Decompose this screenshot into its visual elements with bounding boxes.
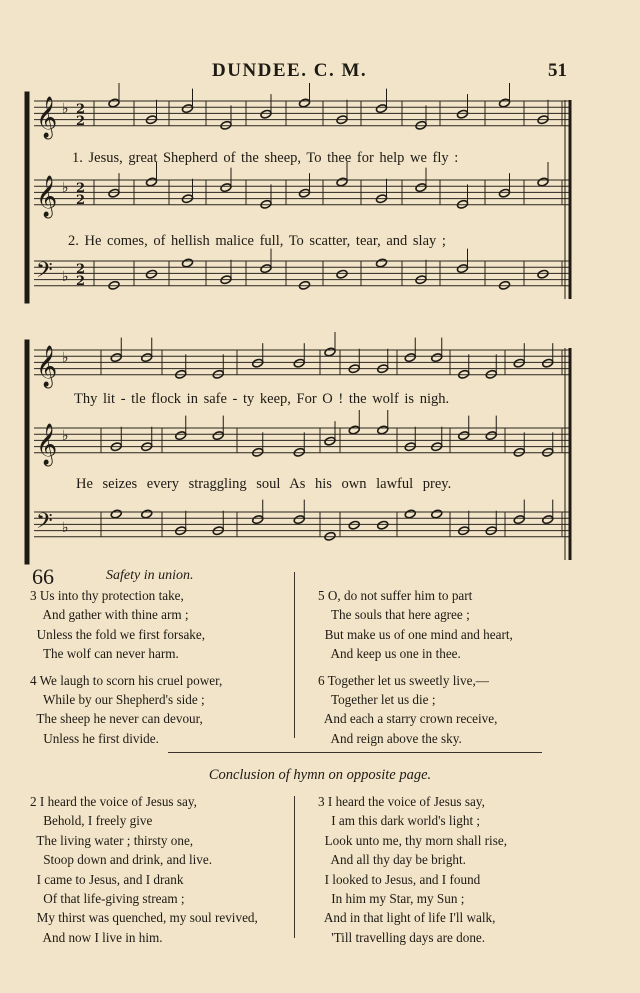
note-head: [175, 431, 187, 441]
note-head: [537, 177, 549, 187]
key-flat: ♭: [62, 180, 69, 196]
bass-clef: 𝄢: [36, 509, 53, 539]
note-head: [141, 509, 153, 519]
note-head: [537, 269, 549, 279]
verse-line: 'Till travelling days are done.: [318, 929, 486, 945]
verse-line: 4 We laugh to scorn his cruel power,: [30, 672, 223, 688]
note-head: [348, 425, 360, 435]
key-flat: ♭: [62, 428, 69, 444]
key-flat: ♭: [62, 101, 69, 117]
verse-line: In him my Star, my Sun ;: [318, 891, 465, 907]
verse-line: The living water ; thirsty one,: [30, 832, 194, 848]
note-head: [145, 177, 157, 187]
hymn-right-column: [318, 586, 513, 748]
section-divider: [168, 752, 542, 753]
note-head: [108, 98, 120, 108]
note-head: [110, 353, 122, 363]
note-head: [220, 183, 232, 193]
lyric-line-4: He seizes every straggling soul As his own lawful prey.: [76, 476, 452, 492]
note-head: [485, 431, 497, 441]
verse-line: And now I live in him.: [30, 929, 163, 945]
verse-line: Together let us die ;: [318, 692, 436, 708]
verse-line: And reign above the sky.: [318, 730, 462, 746]
note-head: [404, 353, 416, 363]
note-head: [145, 269, 157, 279]
verse-line: My thirst was quenched, my soul revived,: [30, 910, 258, 926]
note-head: [324, 347, 336, 357]
conclusion-left-column: [30, 792, 258, 947]
note-head: [212, 431, 224, 441]
lyric-line-1: 1. Jesus, great Shepherd of the sheep, To thee for help we fly :: [72, 150, 459, 166]
note-head: [108, 188, 120, 198]
note-head: [181, 258, 193, 268]
verse-line: The wolf can never harm.: [30, 646, 179, 662]
note-head: [336, 269, 348, 279]
note-head: [513, 515, 525, 525]
verse-line: I looked to Jesus, and I found: [318, 871, 481, 887]
note-head: [293, 515, 305, 525]
verse-line: I came to Jesus, and I drank: [30, 871, 184, 887]
verse-line: And each a starry crown receive,: [318, 711, 498, 727]
time-signature: 2: [76, 262, 86, 277]
key-flat: ♭: [62, 350, 69, 366]
system-bracket: [25, 92, 29, 303]
verse-line: Unless the fold we first forsake,: [30, 626, 206, 642]
treble-clef: 𝄞: [36, 97, 58, 138]
treble-clef: 𝄞: [36, 176, 58, 217]
note-head: [404, 509, 416, 519]
note-head: [415, 183, 427, 193]
note-head: [298, 188, 310, 198]
note-head: [431, 509, 443, 519]
column-divider-2: [294, 796, 295, 938]
hymn-subtitle: Safety in union.: [106, 568, 194, 583]
verse-line: But make us of one mind and heart,: [318, 626, 513, 642]
note-head: [252, 358, 264, 368]
verse-line: And keep us one in thee.: [318, 646, 461, 662]
system-bracket: [25, 340, 29, 564]
note-head: [260, 109, 272, 119]
conclusion-heading: Conclusion of hymn on opposite page.: [208, 767, 432, 783]
verse-line: And all thy day be bright.: [318, 852, 466, 868]
note-head: [498, 188, 510, 198]
verse-line: [318, 664, 513, 671]
note-head: [498, 98, 510, 108]
verse-line: And gather with thine arm ;: [30, 607, 189, 623]
note-head: [431, 353, 443, 363]
key-flat: ♭: [62, 520, 69, 536]
verse-line: The souls that here agree ;: [318, 607, 470, 623]
verse-line: 5 O, do not suffer him to part: [318, 588, 473, 603]
note-head: [336, 177, 348, 187]
verse-line: I am this dark world's light ;: [318, 813, 481, 829]
note-head: [458, 431, 470, 441]
time-signature: 2: [76, 181, 86, 196]
tune-title: DUNDEE. C. M.: [212, 60, 368, 81]
verse-line: 6 Together let us sweetly live,—: [318, 672, 489, 688]
bass-clef: 𝄢: [36, 258, 53, 288]
note-head: [348, 520, 360, 530]
verse-line: Unless he first divide.: [30, 730, 159, 746]
time-signature: 2: [76, 102, 86, 117]
time-signature: 2: [76, 114, 86, 129]
note-head: [375, 258, 387, 268]
note-head: [542, 358, 554, 368]
verse-line: And in that light of life I'll walk,: [318, 910, 496, 926]
verse-line: The sheep he never can devour,: [30, 711, 203, 727]
note-head: [252, 515, 264, 525]
verse-line: Of that life-giving stream ;: [30, 891, 185, 907]
note-head: [293, 358, 305, 368]
note-head: [456, 264, 468, 274]
note-head: [324, 436, 336, 446]
verse-line: Behold, I freely give: [30, 813, 153, 829]
note-head: [181, 104, 193, 114]
verse-line: [30, 664, 222, 671]
note-head: [456, 109, 468, 119]
hymn-left-column: [30, 586, 222, 748]
time-signature: 2: [76, 193, 86, 208]
note-head: [141, 353, 153, 363]
note-head: [377, 425, 389, 435]
note-head: [542, 515, 554, 525]
treble-clef: 𝄞: [36, 346, 58, 387]
verse-line: Look unto me, thy morn shall rise,: [318, 832, 507, 848]
conclusion-right-column: [318, 792, 507, 947]
verse-line: While by our Shepherd's side ;: [30, 692, 205, 708]
treble-clef: 𝄞: [36, 424, 58, 465]
note-head: [377, 520, 389, 530]
note-head: [260, 264, 272, 274]
lyric-line-3: Thy lit - tle flock in safe - ty keep, For O ! the wolf is nigh.: [74, 391, 450, 407]
key-flat: ♭: [62, 269, 69, 285]
verse-line: 3 Us into thy protection take,: [30, 588, 184, 603]
note-head: [513, 358, 525, 368]
verse-line: 2 I heard the voice of Jesus say,: [30, 794, 197, 809]
verse-line: 3 I heard the voice of Jesus say,: [318, 794, 485, 809]
time-signature: 2: [76, 274, 86, 289]
note-head: [298, 98, 310, 108]
note-head: [110, 509, 122, 519]
lyric-line-2: 2. He comes, of hellish malice full, To scatter, tear, and slay ;: [68, 233, 446, 249]
column-divider: [294, 572, 295, 738]
note-head: [375, 104, 387, 114]
page-number: 51: [548, 60, 567, 81]
verse-line: Stoop down and drink, and live.: [30, 852, 213, 868]
hymn-number: 66: [32, 564, 54, 589]
